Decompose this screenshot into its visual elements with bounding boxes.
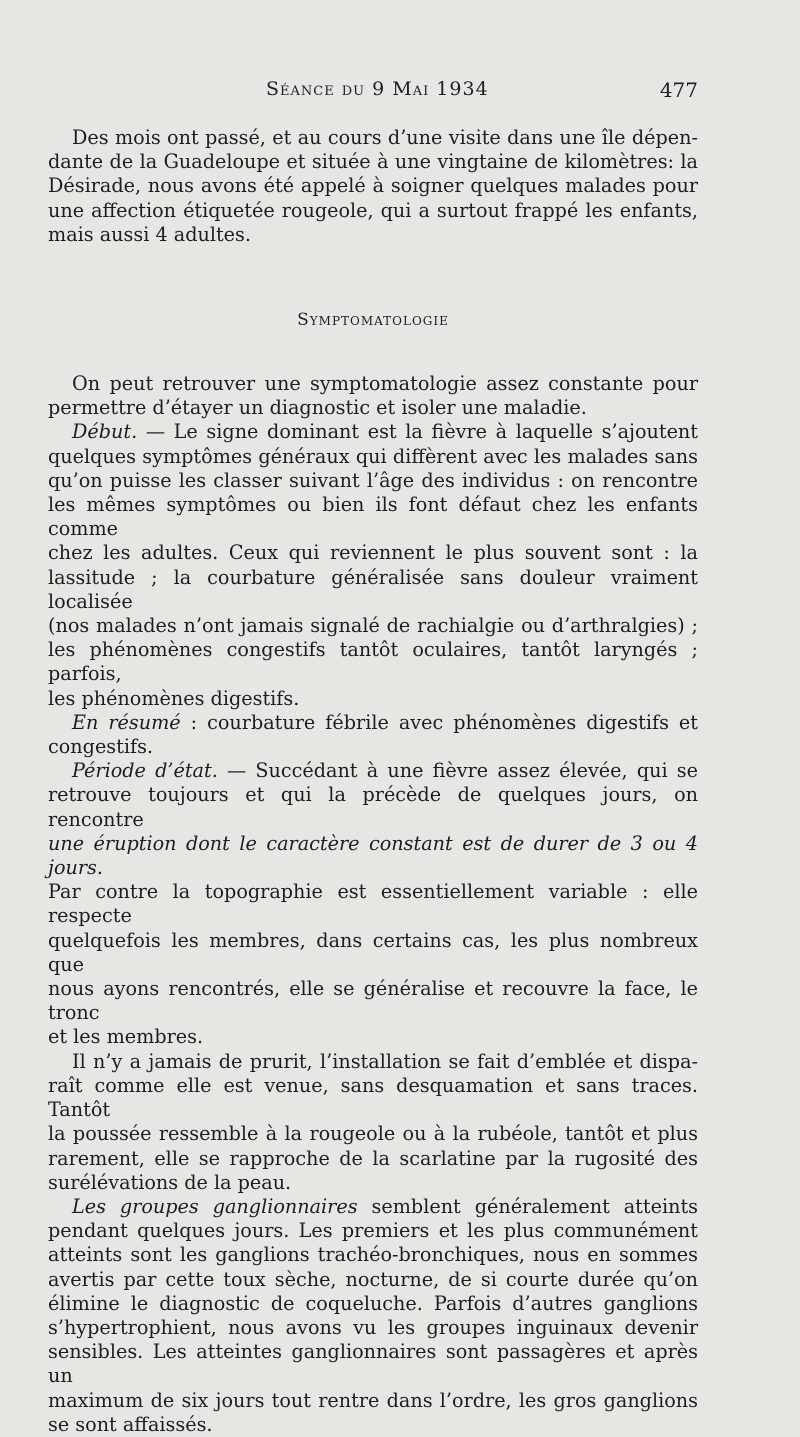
text-line: rarement, elle se rapproche de la scarlatine par la rugosité des [48,1146,698,1170]
text-line: dante de la Guadeloupe et située à une vingtaine de kilomètres: la [48,150,698,174]
text-line: mais aussi 4 adultes. [48,222,251,246]
section-heading: Symptomatologie [297,310,449,330]
text-line: lassitude ; la courbature généralisée sans douleur vraiment localisée [48,565,698,613]
text-line: Il n’y a jamais de prurit, l’installation se fait d’emblée et dispa- [72,1049,698,1073]
text-line: Désirade, nous avons été appelé à soigner quelques malades pour [48,174,698,198]
text-line: s’hypertrophient, nous avons vu les groupes inguinaux devenir [48,1315,698,1339]
text-line: surélévations de la peau. [48,1170,292,1194]
text-line: et les membres. [48,1025,204,1049]
text-line: élimine le diagnostic de coqueluche. Parfois d’autres ganglions [48,1291,698,1315]
running-head [48,78,698,108]
italic-run: une éruption dont le caractère constant est de durer de 3 ou 4 jours. [48,831,698,880]
text-line: quelques symptômes généraux qui diffèrent avec les malades sans [48,444,698,468]
text-line: se sont affaissés. [48,1412,213,1436]
text-line: les phénomènes congestifs tantôt oculaires, tantôt laryngés ; parfois, [48,638,698,686]
text-line: les phénomènes digestifs. [48,686,300,710]
text-run: : courbature fébrile avec phénomènes digestifs et [180,710,698,734]
text-line: On peut retrouver une symptomatologie assez constante pour [72,372,698,395]
intro-paragraph [48,126,698,247]
italic-run: Les groupes ganglionnaires [72,1194,358,1218]
text-line [48,420,698,444]
text-line: Par contre la topographie est essentiellement variable : elle respecte [48,880,698,928]
italic-run: Début. [72,420,138,444]
text-line: raît comme elle est venue, sans desquamation et sans traces. Tantôt [48,1073,698,1122]
text-line: qu’on puisse les classer suivant l’âge des individus : on rencontre [48,468,698,492]
text-line [48,711,698,735]
text-line [48,1195,698,1219]
running-head-title: Séance du 9 Mai 1934 [266,78,489,100]
text-line: la poussée ressemble à la rougeole ou à la rubéole, tantôt et plus [48,1122,698,1146]
text-line: maximum de six jours tout rentre dans l’ordre, les gros ganglions [48,1388,698,1412]
italic-run: En résumé [72,710,181,734]
italic-run: Période d’état. [72,759,218,783]
body-text [48,372,698,1437]
text-line: congestifs. [48,735,154,759]
text-line: retrouve toujours et qui la précède de quelques jours, on rencontre [48,783,698,831]
text-line: une affection étiquetée rougeole, qui a surtout frappé les enfants, [48,198,698,222]
text-line: sensibles. Les atteintes ganglionnaires sont passagères et après un [48,1340,698,1388]
text-line: nous ayons rencontrés, elle se généralise et recouvre la face, le tronc [48,977,698,1025]
text-line: pendant quelques jours. Les premiers et les plus communément [48,1219,698,1243]
text-line: permettre d’étayer un diagnostic et isoler une maladie. [48,396,587,420]
text-run: — Succédant à une fièvre assez élevée, qui se [217,759,698,783]
text-run: semblent généralement atteints [357,1194,699,1218]
text-line: (nos malades n’ont jamais signalé de rachialgie ou d’arthralgies) ; [48,614,698,638]
page-number: 477 [659,78,698,102]
text-line: chez les adultes. Ceux qui reviennent le plus souvent sont : la [48,541,698,565]
text-line: les mêmes symptômes ou bien ils font défaut chez les enfants comme [48,493,698,541]
text-line [48,832,698,880]
text-line: atteints sont les ganglions trachéo-bronchiques, nous en sommes [48,1243,698,1267]
text-line: quelquefois les membres, dans certains cas, les plus nombreux que [48,928,698,976]
text-run: — Le signe dominant est la fièvre à laquelle s’ajoutent [137,420,698,444]
text-line: avertis par cette toux sèche, nocturne, de si courte durée qu’on [48,1267,698,1291]
text-line: Des mois ont passé, et au cours d’une visite dans une île dépen- [72,126,698,149]
text-line [48,759,698,783]
